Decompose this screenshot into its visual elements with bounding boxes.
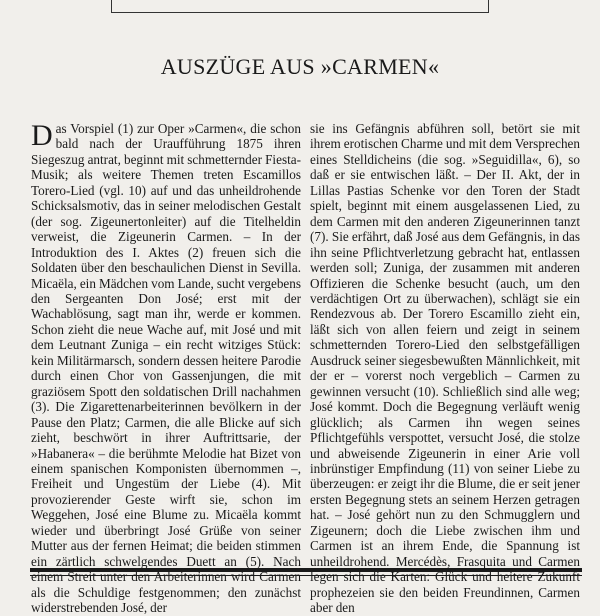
right-column-text: sie ins Gefängnis abführen soll, betört sie mit ihrem erotischen Charme und mit dem Versprechen eines Stelldicheins (die sog. »Seguidilla«, 6), so daß er sie entwischen läßt. – Der II. Akt, der in Lillas Pastias Schenke vor den Toren der Stadt spielt, beginnt mit einem ausgelassenen Lied, zu dem Carmen mit den anderen Zigeunerinnen tanzt (7). Sie erfährt, daß José aus dem Gefängnis, in das ihn seine Pflichtverletzung gebracht hat, entlassen werden soll; Zuniga, der zusammen mit anderen Offizieren die Schenke besucht (auch, um den verdächtigen Ort zu überwachen), schlägt sie ein Rendezvous ab. Der Torero Escamillo zieht ein, läßt sich von allen feiern und zeigt in seinem schmetternden Torero-Lied den selbstgefälligen Ausdruck seiner siegesbewußten Männlichkeit, mit der er – vorerst noch vergeblich – Carmen zu gewinnen versucht (10). Schließlich sind alle weg; José kommt. Doch die Begegnung verläuft wenig glücklich; als Carmen ihn wegen seines Pflichtgefühls verspottet, versucht José, die stolze und abweisende Zigeunerin in einer Arie voll inbrünstiger Empfindung (11) von seiner Liebe zu überzeugen: er zeigt ihr die Blume, die er seit jener ersten Begegnung stets an seinem Herzen getragen hat. – José gehört nun zu den Schmugglern und Zigeunern; doch die Liebe zwischen ihm und Carmen ist an ihrem Ende, die Spannung ist unheildrohend. Mercédès, Frasquita und Carmen legen sich die Karten: Glück und heitere Zukunft prophezeien sie den beiden Freundinnen, Carmen aber den bbox=[310, 121, 580, 616]
bottom-thin-rule bbox=[30, 575, 582, 576]
bottom-thick-rule bbox=[30, 568, 582, 572]
drop-cap: D bbox=[31, 119, 53, 152]
page-title: AUSZÜGE AUS »CARMEN« bbox=[160, 54, 440, 79]
text-column-left bbox=[31, 121, 301, 616]
top-frame-border bbox=[111, 0, 489, 13]
text-column-right bbox=[310, 121, 580, 616]
left-column-text: as Vorspiel (1) zur Oper »Carmen«, die schon bald nach der Uraufführung 1875 ihren Siegeszug antrat, beginnt mit schmetternder Fiesta-Musik; als weitere Themen treten Escamillos Torero-Lied (vgl. 10) auf und das unheildrohende Schicksalsmotiv, das in seiner melodischen Gestalt (der sog. Zigeunertonleiter) auf die Titelheldin verweist, die Zigeunerin Carmen. – In der Introduktion des I. Aktes (2) freuen sich die Soldaten über den beschaulichen Dienst in Sevilla. Micaëla, ein Mädchen vom Lande, sucht vergebens den Sergeanten Don José; erst mit der Wachablösung, sagt man ihr, werde er kommen. Schon zieht die neue Wache auf, mit José und mit dem Leutnant Zuniga – ein recht witziges Stück: kein Militärmarsch, sondern dessen heitere Parodie durch einen Chor von Gassenjungen, die mit graziösem Spott den soldatischen Drill nachahmen (3). Die Zigarettenarbeiterinnen bevölkern in der Pause den Platz; Carmen, die alle Blicke auf sich zieht, beschwört in ihrer Auftrittsarie, der »Habanera« – die berühmte Melodie hat Bizet von einem spanischen Komponisten übernommen –, Freiheit und Ungestüm der Liebe (4). Mit provozierender Geste wirft sie, schon im Weggehen, José eine Blume zu. Micaëla kommt wieder und überbringt José Grüße von seiner Mutter aus der fernen Heimat; die beiden stimmen ein zärtlich schwelgendes Duett an (5). Nach einem Streit unter den Arbeiterinnen wird Carmen als die Schuldige festgenommen; den zunächst widerstrebenden José, der bbox=[31, 121, 301, 616]
